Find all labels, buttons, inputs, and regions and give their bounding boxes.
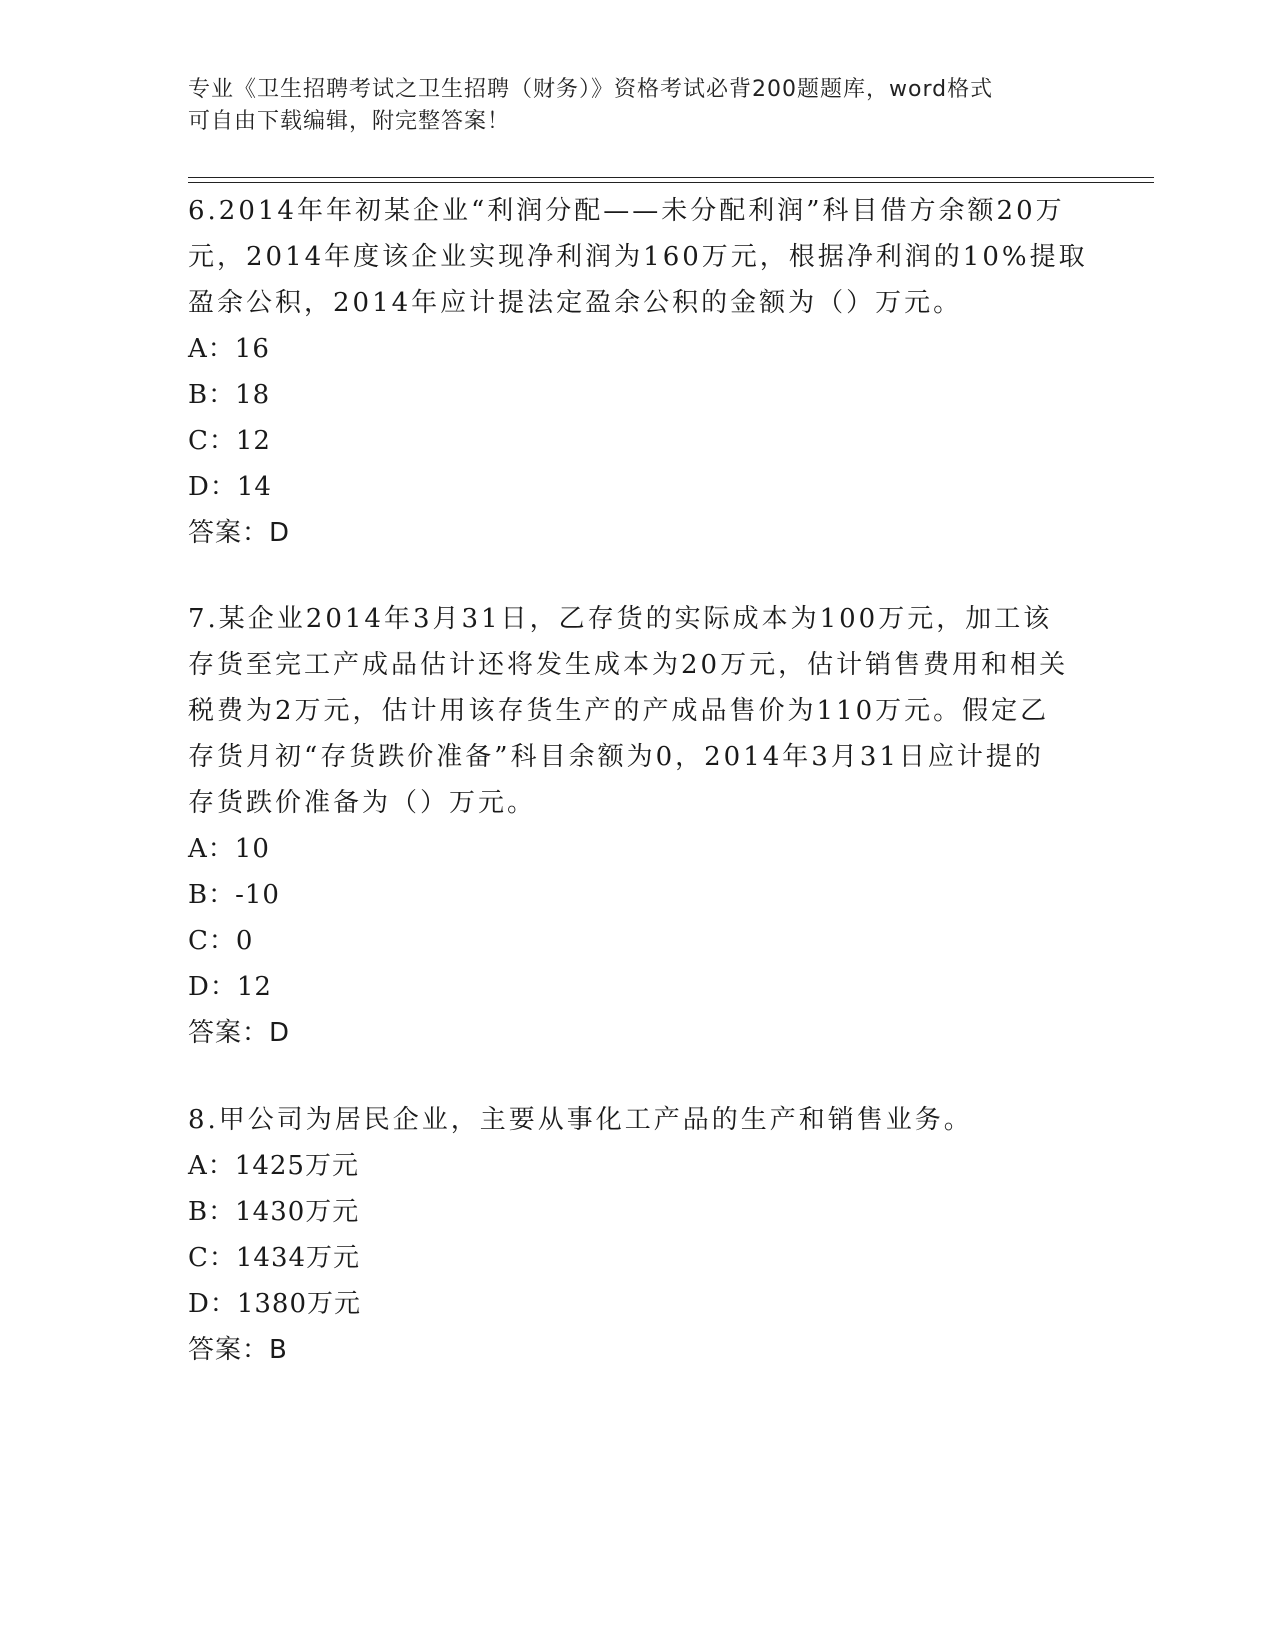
option-d: D：14 [188,472,272,502]
answer-label: 答案：D [188,518,291,548]
header-line-2: 可自由下载编辑，附完整答案！ [188,109,511,134]
header-divider-top [188,177,1154,178]
option-a: A：10 [188,834,270,864]
question-8 [188,1097,1088,1373]
question-text-line: 存货月初“存货跌价准备”科目余额为0，2014年3月31日应计提的 [188,742,1044,772]
question-text-line: 6.2014年年初某企业“利润分配——未分配利润”科目借方余额20万 [188,196,1065,226]
option-b: B：-10 [188,880,280,910]
answer-label: 答案：D [188,1018,291,1048]
question-text-line: 盈余公积，2014年应计提法定盈余公积的金额为（）万元。 [188,288,963,318]
option-b: B：18 [188,380,271,410]
question-text-line: 存货至完工产成品估计还将发生成本为20万元，估计销售费用和相关 [188,650,1069,680]
option-c: C：0 [188,926,254,956]
header-divider-bottom [188,182,1154,183]
question-text-line: 元，2014年度该企业实现净利润为160万元，根据净利润的10%提取 [188,242,1088,272]
question-7 [188,596,1088,1056]
question-text-line: 7.某企业2014年3月31日，乙存货的实际成本为100万元，加工该 [188,604,1053,634]
question-6 [188,188,1088,556]
option-a: A：1425万元 [188,1151,359,1181]
document-header [188,74,1088,138]
question-text-line: 8.甲公司为居民企业，主要从事化工产品的生产和销售业务。 [188,1105,973,1135]
option-c: C：12 [188,426,271,456]
option-b: B：1430万元 [188,1197,360,1227]
question-text-line: 存货跌价准备为（）万元。 [188,788,537,818]
question-text-line: 税费为2万元，估计用该存货生产的产成品售价为110万元。假定乙 [188,696,1050,726]
answer-label: 答案：B [188,1335,288,1365]
option-d: D：12 [188,972,272,1002]
header-line-1: 专业《卫生招聘考试之卫生招聘（财务）》资格考试必背200题题库，word格式 [188,77,994,102]
option-a: A：16 [188,334,270,364]
option-c: C：1434万元 [188,1243,361,1273]
option-d: D：1380万元 [188,1289,362,1319]
